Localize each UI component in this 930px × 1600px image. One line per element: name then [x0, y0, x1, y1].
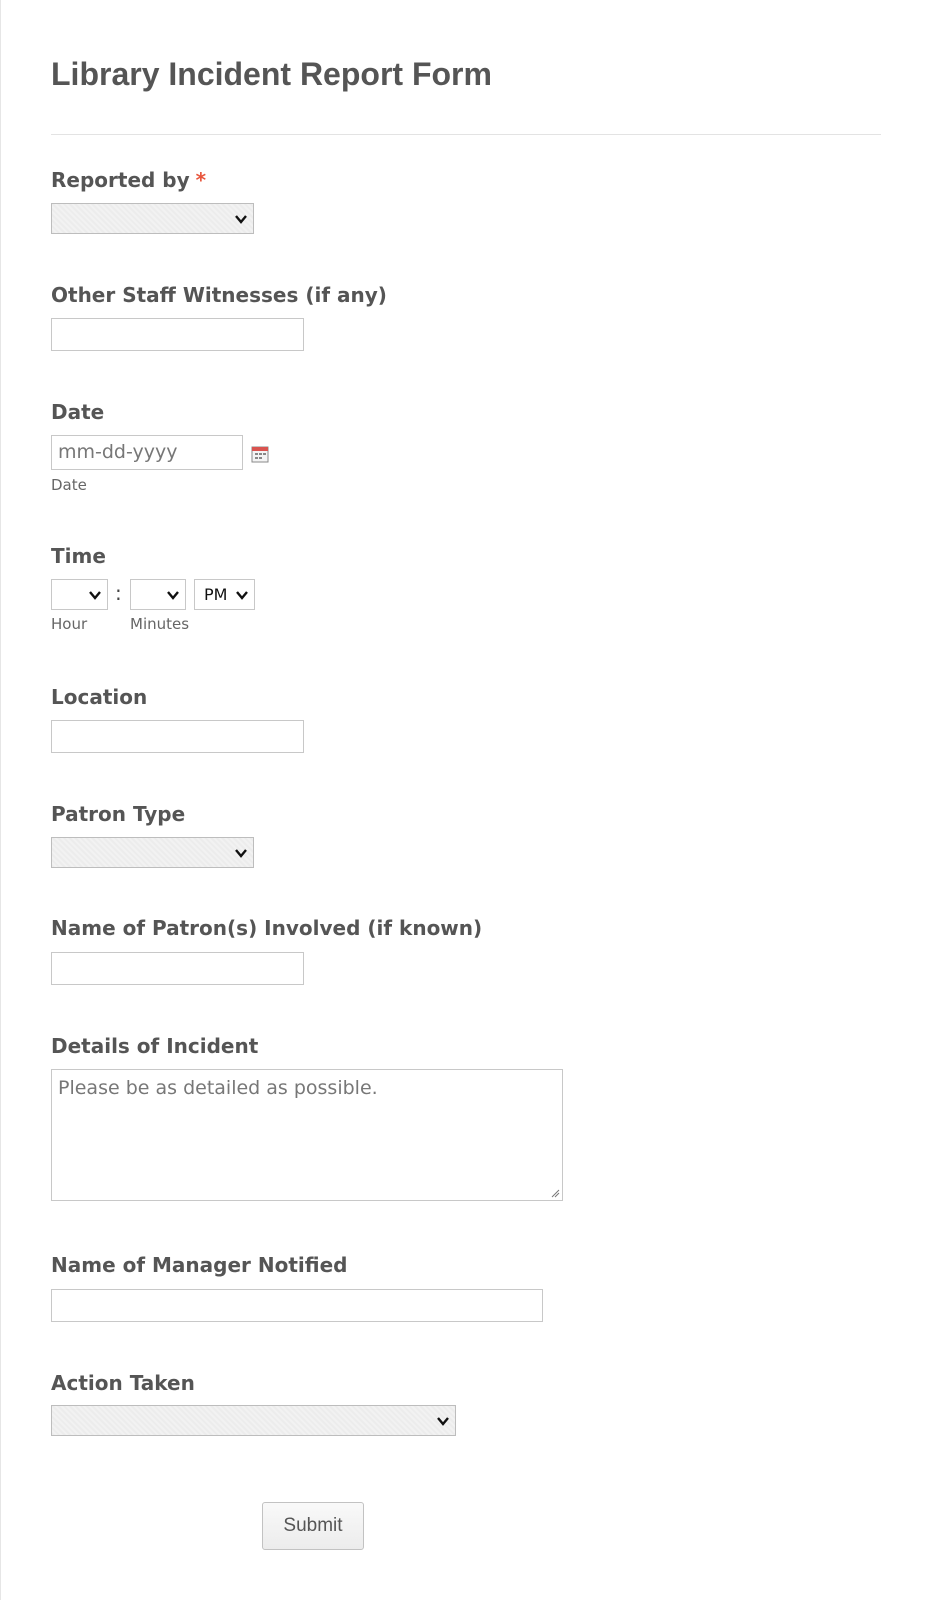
hour-select[interactable]	[51, 579, 108, 610]
patron-names-label: Name of Patron(s) Involved (if known)	[51, 916, 483, 940]
location-label: Location	[51, 685, 148, 709]
chevron-down-icon	[166, 588, 180, 602]
reported-by-select[interactable]	[51, 203, 254, 234]
reported-by-label	[51, 167, 206, 193]
other-witnesses-label: Other Staff Witnesses (if any)	[51, 283, 387, 307]
title-divider	[51, 134, 881, 135]
chevron-down-icon	[234, 846, 248, 860]
date-sublabel: Date	[51, 476, 87, 494]
details-placeholder: Please be as detailed as possible.	[58, 1077, 378, 1099]
details-label: Details of Incident	[51, 1034, 259, 1058]
date-input[interactable]	[51, 435, 243, 470]
submit-button[interactable]: Submit	[262, 1502, 364, 1550]
patron-type-label: Patron Type	[51, 802, 186, 826]
patron-type-select[interactable]	[51, 837, 254, 868]
time-separator: :	[115, 581, 122, 605]
date-placeholder: mm-dd-yyyy	[58, 441, 178, 463]
time-label: Time	[51, 544, 106, 568]
ampm-value: PM	[204, 585, 228, 604]
hour-sublabel: Hour	[51, 615, 88, 633]
action-taken-select[interactable]	[51, 1405, 456, 1436]
location-input[interactable]	[51, 720, 304, 753]
other-witnesses-input[interactable]	[51, 318, 304, 351]
chevron-down-icon	[88, 588, 102, 602]
minutes-sublabel: Minutes	[130, 615, 190, 633]
chevron-down-icon	[235, 588, 249, 602]
minutes-select[interactable]	[130, 579, 186, 610]
form-title: Library Incident Report Form	[51, 56, 492, 92]
manager-notified-input[interactable]	[51, 1289, 543, 1322]
calendar-icon[interactable]	[251, 445, 269, 463]
patron-names-input[interactable]	[51, 952, 304, 985]
ampm-select[interactable]	[194, 579, 255, 610]
resize-grip-icon[interactable]	[550, 1188, 560, 1198]
chevron-down-icon	[436, 1414, 450, 1428]
date-label: Date	[51, 400, 105, 424]
details-textarea[interactable]	[51, 1069, 563, 1201]
manager-notified-label: Name of Manager Notified	[51, 1253, 348, 1277]
chevron-down-icon	[234, 212, 248, 226]
action-taken-label: Action Taken	[51, 1371, 195, 1395]
required-marker: *	[195, 168, 207, 192]
reported-by-label-text: Reported by	[51, 168, 190, 192]
